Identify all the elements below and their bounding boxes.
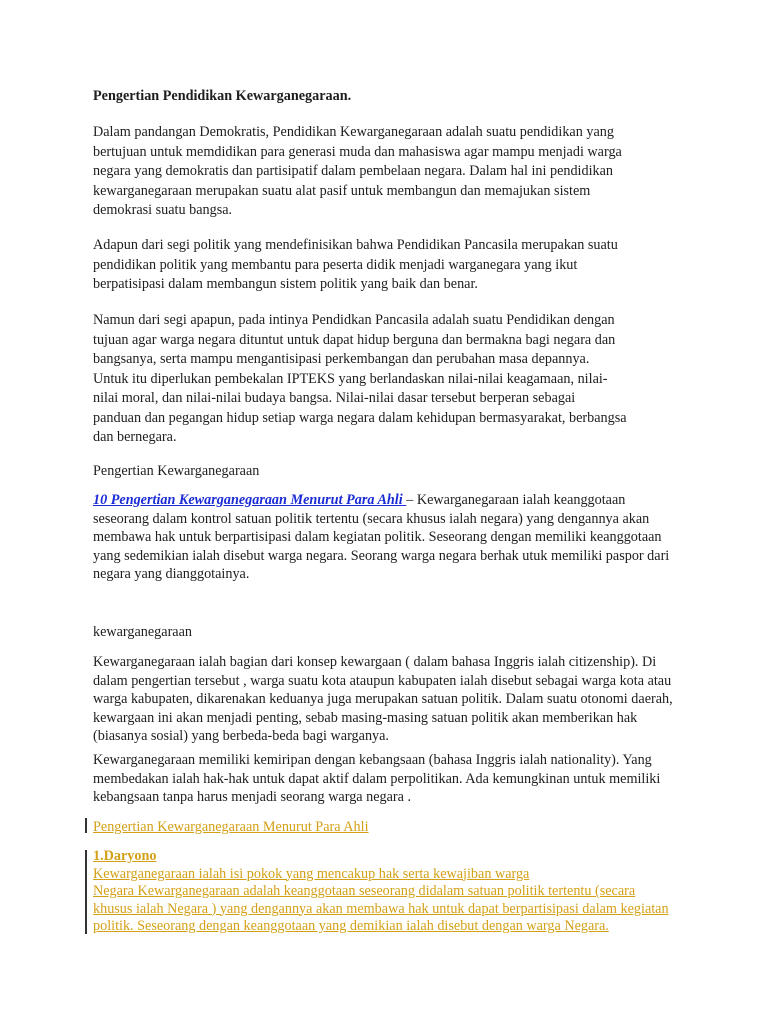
- tracked-paragraph: [93, 848, 688, 936]
- tracked-text-line: khusus ialah Negara ) yang dengannya akan membawa hak untuk dapat berpartisipasi dalam kegiatan: [93, 900, 669, 917]
- text-line: tujuan agar warga negara dituntut untuk dapat hidup berguna dan bermakna bagi negara dan: [93, 331, 616, 348]
- text-line: demokrasi suatu bangsa.: [93, 202, 233, 218]
- paragraph-political-view: [93, 236, 688, 295]
- text-line: nilai moral, dan nilai-nilai budaya bangsa. Nilai-nilai dasar tersebut berperan sebagai: [93, 390, 576, 406]
- paragraph-definition: [93, 491, 688, 584]
- paragraph-pancasila-essence: [93, 311, 688, 448]
- text-line: membedakan ialah hak-hak untuk dapat aktif dalam perpolitikan. Ada kemungkinan untuk memiliki: [93, 770, 661, 787]
- text-line: Adapun dari segi politik yang mendefinisikan bahwa Pendidikan Pancasila merupakan suatu: [93, 237, 618, 253]
- text-line: negara yang demokratis dan partisipatif dalam pembelaan negara. Dalam hal ini pendidikan: [93, 163, 614, 179]
- text-line: membawa hak untuk berpartisipasi dalam kegiatan politik. Seseorang dengan memiliki keanggotaan: [93, 529, 662, 545]
- text-line: panduan dan pegangan hidup setiap warga negara dalam kehidupan bermasyarakat, berbangsa: [93, 409, 627, 426]
- text-line: berpatisipasi dalam membangun sistem politik yang baik dan benar.: [93, 276, 478, 292]
- text-line: kebangsaan tanpa harus menjadi seorang warga negara .: [93, 789, 412, 805]
- change-bar: [85, 850, 87, 934]
- subheading-kewarganegaraan-lower: kewarganegaraan: [93, 624, 192, 640]
- text-line: yang sedemikian ialah disebut warga negara. Seorang warga negara berhak utuk memiliki paspor dari: [93, 547, 670, 564]
- article-link[interactable]: 10 Pengertian Kewarganegaraan Menurut Para Ahli: [93, 492, 407, 508]
- text-line: (biasanya sosial) yang berbeda-beda bagi warganya.: [93, 728, 389, 744]
- tracked-text-line: Negara Kewarganegaraan adalah keanggotaan seseorang didalam satuan politik tertentu (secara: [93, 883, 636, 899]
- link-trailing-text: – Kewarganegaraan ialah keanggotaan: [406, 492, 626, 508]
- text-line: [93, 491, 688, 510]
- text-line: bertujuan untuk memdidikan para generasi muda dan mahasiswa agar mampu menjadi warga: [93, 143, 622, 160]
- text-line: Dalam pandangan Demokratis, Pendidikan Kewarganegaraan adalah suatu pendidikan yang: [93, 124, 614, 140]
- change-bar: [85, 818, 87, 833]
- subheading-kewarganegaraan: Pengertian Kewarganegaraan: [93, 463, 260, 479]
- text-line: Namun dari segi apapun, pada intinya Pendidkan Pancasila adalah suatu Pendidikan dengan: [93, 312, 615, 328]
- paragraph-nationality: [93, 751, 688, 807]
- text-line: warga kabupaten, dikarenakan keduanya juga merupakan satuan politik. Dalam suatu otonomi daerah,: [93, 691, 673, 707]
- text-line: Kewarganegaraan ialah bagian dari konsep kewargaan ( dalam bahasa Inggris ialah citizenship). Di: [93, 654, 657, 670]
- text-line: kewargaan ini akan menjadi penting, sebab masing-masing satuan politik akan memberikan hak: [93, 709, 638, 726]
- text-line: dan bernegara.: [93, 429, 177, 445]
- text-line: Kewarganegaraan memiliki kemiripan dengan kebangsaan (bahasa Inggris ialah nationality). Yang: [93, 752, 652, 768]
- text-line: seseorang dalam kontrol satuan politik tertentu (secara khusus ialah negara) yang dengannya akan: [93, 510, 650, 527]
- text-line: pendidikan politik yang membantu para peserta didik menjadi warganegara yang ikut: [93, 256, 578, 273]
- paragraph-democratic-view: [93, 123, 688, 221]
- text-line: dalam pengertian tersebut , warga suatu kota ataupun kabupaten ialah disebut sebagai warga kota atau: [93, 672, 672, 689]
- tracked-heading: [93, 818, 688, 838]
- paragraph-citizenship: [93, 653, 688, 746]
- document-heading: Pengertian Pendidikan Kewarganegaraan.: [93, 88, 352, 104]
- text-line: Untuk itu diperlukan pembekalan IPTEKS yang berlandaskan nilai-nilai keagamaan, nilai-: [93, 370, 608, 387]
- tracked-subheading: 1.Daryono: [93, 848, 157, 864]
- text-line: kewarganegaraan merupakan suatu alat pasif untuk membangun dan memajukan sistem: [93, 182, 591, 199]
- text-line: negara yang dianggotainya.: [93, 566, 250, 582]
- tracked-text-line: Kewarganegaraan ialah isi pokok yang mencakup hak serta kewajiban warga: [93, 865, 530, 882]
- text-line: bangsanya, serta mampu mengantisipasi perkembangan dan perubahan masa depannya.: [93, 351, 590, 367]
- tracked-heading-text: Pengertian Kewarganegaraan Menurut Para Ahli: [93, 819, 369, 835]
- tracked-text-line: politik. Seseorang dengan keanggotaan yang demikian ialah disebut dengan warga Negara.: [93, 918, 609, 934]
